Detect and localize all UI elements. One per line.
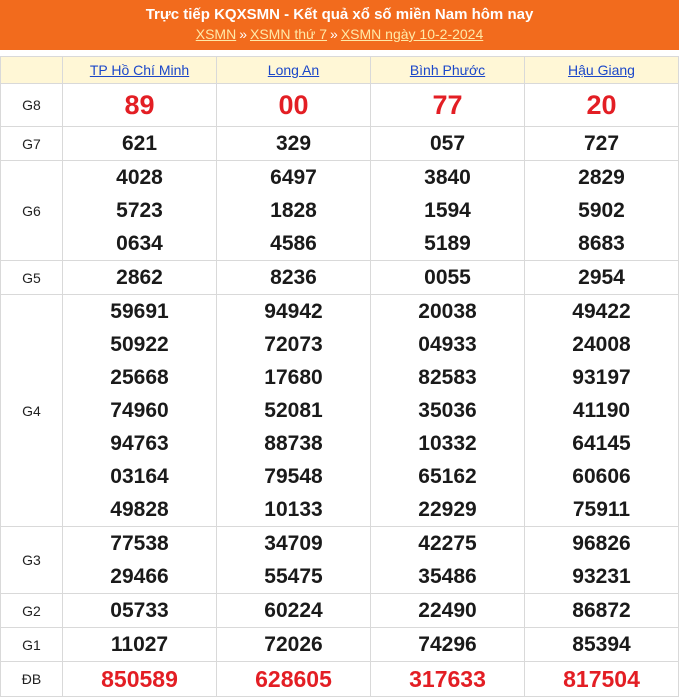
prize-number: 93231 — [572, 565, 631, 588]
prize-number: 4028 — [116, 166, 163, 189]
prize-row-db — [1, 662, 679, 697]
breadcrumb-separator: » — [330, 26, 338, 42]
prize-number: 72026 — [264, 633, 323, 656]
prize-number: 817504 — [563, 666, 640, 692]
prize-cell — [525, 84, 679, 127]
prize-number: 22490 — [418, 599, 477, 622]
prize-cell — [217, 261, 371, 295]
prize-cell — [371, 161, 525, 261]
prize-number: 10332 — [418, 432, 477, 455]
prize-number: 82583 — [418, 366, 477, 389]
prize-number: 24008 — [572, 333, 631, 356]
prize-number: 20 — [586, 90, 617, 120]
prize-cell — [371, 261, 525, 295]
prize-cell — [371, 127, 525, 161]
prize-row-g3 — [1, 527, 679, 594]
prize-row-g8 — [1, 84, 679, 127]
prize-cell — [63, 628, 217, 662]
prize-number: 1828 — [270, 199, 317, 222]
prize-number: 03164 — [110, 465, 169, 488]
prize-number: 74960 — [110, 399, 169, 422]
prize-number: 17680 — [264, 366, 323, 389]
province-header — [525, 57, 679, 84]
prize-cell — [525, 127, 679, 161]
prize-row-g6 — [1, 161, 679, 261]
breadcrumb-xsmn[interactable]: XSMN — [195, 26, 237, 42]
prize-cell — [217, 527, 371, 594]
prize-number: 35486 — [418, 565, 477, 588]
prize-cell — [217, 594, 371, 628]
prize-number: 2954 — [578, 266, 625, 289]
header-corner — [1, 57, 63, 84]
prize-number: 04933 — [418, 333, 477, 356]
prize-number: 49422 — [572, 300, 631, 323]
prize-number: 41190 — [572, 399, 631, 422]
prize-cell — [525, 161, 679, 261]
prize-number: 0634 — [116, 232, 163, 255]
prize-number: 85394 — [572, 633, 631, 656]
prize-number: 86872 — [572, 599, 631, 622]
prize-number: 59691 — [110, 300, 169, 323]
prize-cell — [525, 594, 679, 628]
prize-label: G2 — [1, 594, 63, 628]
prize-number: 65162 — [418, 465, 477, 488]
prize-label: G3 — [1, 527, 63, 594]
prize-number: 05733 — [110, 599, 169, 622]
prize-number: 5723 — [116, 199, 163, 222]
results-table — [0, 56, 679, 697]
prize-cell — [63, 295, 217, 527]
prize-number: 60224 — [264, 599, 323, 622]
prize-cell — [371, 84, 525, 127]
province-header-row — [1, 57, 679, 84]
prize-cell — [217, 84, 371, 127]
prize-number: 55475 — [264, 565, 323, 588]
prize-number: 77 — [432, 90, 463, 120]
prize-number: 8236 — [270, 266, 317, 289]
prize-cell — [63, 527, 217, 594]
prize-cell — [63, 662, 217, 697]
prize-number: 34709 — [264, 532, 323, 555]
prize-cell — [217, 295, 371, 527]
prize-row-g7 — [1, 127, 679, 161]
prize-cell — [63, 127, 217, 161]
prize-number: 42275 — [418, 532, 477, 555]
prize-number: 60606 — [572, 465, 631, 488]
prize-number: 88738 — [264, 432, 323, 455]
prize-number: 20038 — [418, 300, 477, 323]
prize-number: 727 — [583, 132, 620, 155]
prize-number: 1594 — [424, 199, 471, 222]
prize-number: 5902 — [578, 199, 625, 222]
prize-number: 317633 — [409, 666, 486, 692]
prize-number: 8683 — [578, 232, 625, 255]
prize-cell — [525, 261, 679, 295]
prize-number: 25668 — [110, 366, 169, 389]
prize-cell — [371, 594, 525, 628]
prize-cell — [63, 261, 217, 295]
prize-label: G5 — [1, 261, 63, 295]
prize-row-g5 — [1, 261, 679, 295]
province-link-tp-ho-chi-minh[interactable]: TP Hồ Chí Minh — [89, 62, 190, 78]
prize-number: 850589 — [101, 666, 178, 692]
prize-number: 2829 — [578, 166, 625, 189]
prize-number: 6497 — [270, 166, 317, 189]
prize-label: G1 — [1, 628, 63, 662]
breadcrumb-xsmn-date[interactable]: XSMN ngày 10-2-2024 — [340, 26, 484, 42]
prize-number: 75911 — [572, 498, 631, 521]
prize-cell — [63, 84, 217, 127]
breadcrumb-xsmn-thu-7[interactable]: XSMN thứ 7 — [249, 26, 328, 42]
prize-row-g2 — [1, 594, 679, 628]
prize-number: 94942 — [264, 300, 323, 323]
prize-label: G4 — [1, 295, 63, 527]
prize-number: 00 — [278, 90, 309, 120]
prize-cell — [217, 161, 371, 261]
province-header — [371, 57, 525, 84]
prize-number: 74296 — [418, 633, 477, 656]
prize-number: 11027 — [110, 633, 169, 656]
prize-number: 5189 — [424, 232, 471, 255]
prize-cell — [525, 628, 679, 662]
prize-cell — [371, 527, 525, 594]
prize-label: G8 — [1, 84, 63, 127]
prize-cell — [217, 628, 371, 662]
prize-cell — [217, 662, 371, 697]
prize-label: ĐB — [1, 662, 63, 697]
prize-cell — [63, 594, 217, 628]
page-title: Trực tiếp KQXSMN - Kết quả xổ số miền Nam hôm nay — [145, 6, 534, 23]
province-header — [63, 57, 217, 84]
prize-number: 3840 — [424, 166, 471, 189]
prize-label: G6 — [1, 161, 63, 261]
prize-number: 79548 — [264, 465, 323, 488]
prize-number: 628605 — [255, 666, 332, 692]
prize-number: 35036 — [418, 399, 477, 422]
prize-number: 057 — [429, 132, 466, 155]
province-link-long-an[interactable]: Long An — [267, 62, 320, 78]
prize-number: 10133 — [264, 498, 323, 521]
prize-row-g4 — [1, 295, 679, 527]
prize-cell — [525, 295, 679, 527]
prize-number: 2862 — [116, 266, 163, 289]
prize-number: 93197 — [572, 366, 631, 389]
prize-cell — [63, 161, 217, 261]
prize-number: 50922 — [110, 333, 169, 356]
prize-number: 22929 — [418, 498, 477, 521]
prize-cell — [371, 295, 525, 527]
prize-number: 621 — [121, 132, 158, 155]
prize-number: 49828 — [110, 498, 169, 521]
page-header — [0, 0, 679, 50]
prize-cell — [525, 662, 679, 697]
prize-number: 96826 — [572, 532, 631, 555]
prize-number: 72073 — [264, 333, 323, 356]
prize-row-g1 — [1, 628, 679, 662]
prize-number: 77538 — [110, 532, 169, 555]
prize-number: 94763 — [110, 432, 169, 455]
prize-label: G7 — [1, 127, 63, 161]
prize-cell — [371, 628, 525, 662]
prize-cell — [525, 527, 679, 594]
province-link-binh-phuoc[interactable]: Bình Phước — [409, 62, 486, 78]
province-link-hau-giang[interactable]: Hậu Giang — [568, 62, 635, 78]
prize-cell — [371, 662, 525, 697]
prize-cell — [217, 127, 371, 161]
breadcrumb-separator: » — [239, 26, 247, 42]
prize-number: 4586 — [270, 232, 317, 255]
breadcrumb — [0, 25, 679, 44]
prize-rows — [1, 84, 679, 697]
prize-number: 29466 — [110, 565, 169, 588]
province-header — [217, 57, 371, 84]
prize-number: 64145 — [572, 432, 631, 455]
prize-number: 0055 — [424, 266, 471, 289]
prize-number: 52081 — [264, 399, 323, 422]
prize-number: 89 — [124, 90, 155, 120]
prize-number: 329 — [275, 132, 312, 155]
